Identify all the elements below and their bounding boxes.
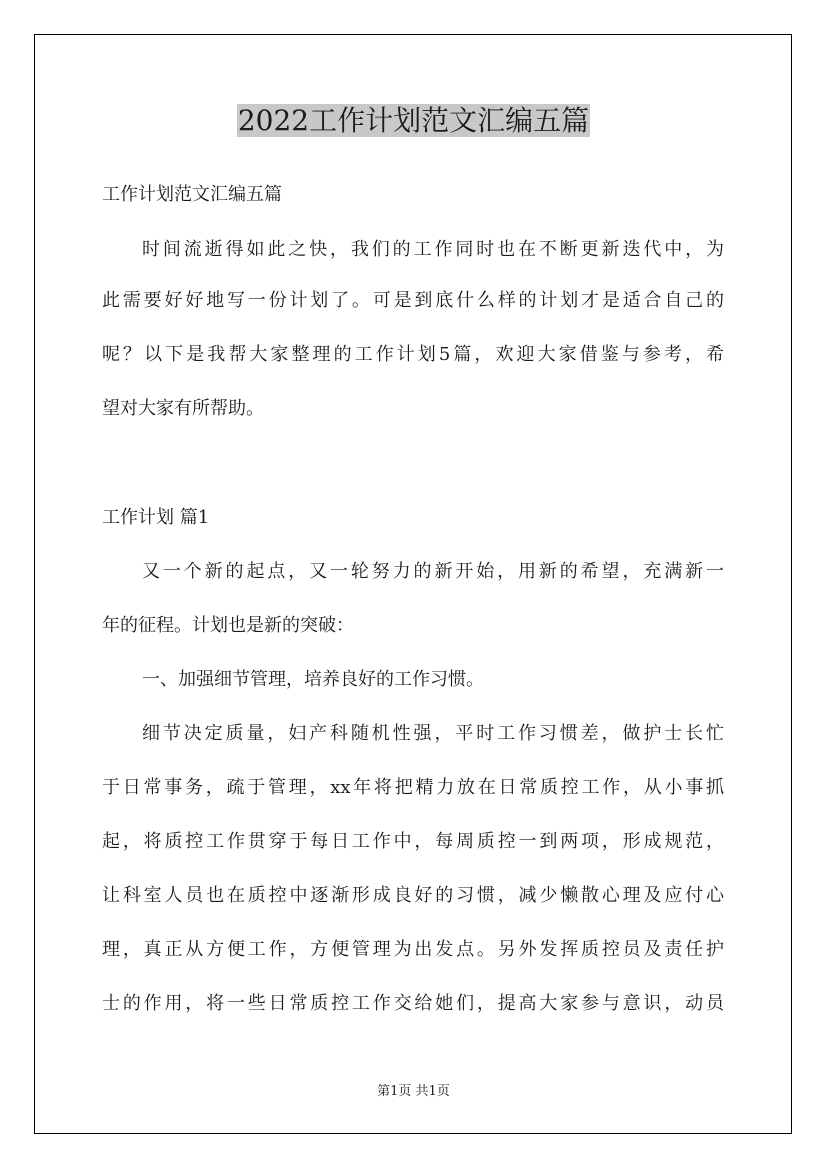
- section-heading: 工作计划 篇1: [102, 507, 210, 528]
- paragraph-line: 望对大家有所帮助。: [102, 398, 264, 419]
- paragraph-line: 士的作用，将一些日常质控工作交给她们，提高大家参与意识，动员: [102, 993, 724, 1014]
- document-title: [0, 101, 827, 141]
- paragraph-line: 理，真正从方便工作，方便管理为出发点。另外发挥质控员及责任护: [102, 939, 724, 960]
- paragraph-line: 让科室人员也在质控中逐渐形成良好的习惯，减少懒散心理及应付心: [102, 885, 724, 906]
- document-title-text: 2022工作计划范文汇编五篇: [237, 104, 590, 137]
- paragraph-line: 细节决定质量，妇产科随机性强，平时工作习惯差，做护士长忙: [142, 723, 724, 744]
- intro-heading: 工作计划范文汇编五篇: [102, 184, 282, 205]
- paragraph-line: 起，将质控工作贯穿于每日工作中，每周质控一到两项，形成规范，: [102, 831, 724, 852]
- paragraph-line: 于日常事务，疏于管理，xx年将把精力放在日常质控工作，从小事抓: [102, 777, 724, 798]
- paragraph-line: 年的征程。计划也是新的突破：: [102, 615, 354, 636]
- paragraph-line: 又一个新的起点，又一轮努力的新开始，用新的希望，充满新一: [142, 561, 724, 582]
- paragraph-line: 呢？以下是我帮大家整理的工作计划5篇，欢迎大家借鉴与参考，希: [102, 344, 724, 365]
- paragraph-line: 此需要好好地写一份计划了。可是到底什么样的计划才是适合自己的: [102, 290, 724, 311]
- subsection-heading: 一、加强细节管理，培养良好的工作习惯。: [142, 669, 484, 690]
- paragraph-line: 时间流逝得如此之快，我们的工作同时也在不断更新迭代中，为: [142, 239, 724, 260]
- page-number: 第1页 共1页: [377, 1084, 450, 1099]
